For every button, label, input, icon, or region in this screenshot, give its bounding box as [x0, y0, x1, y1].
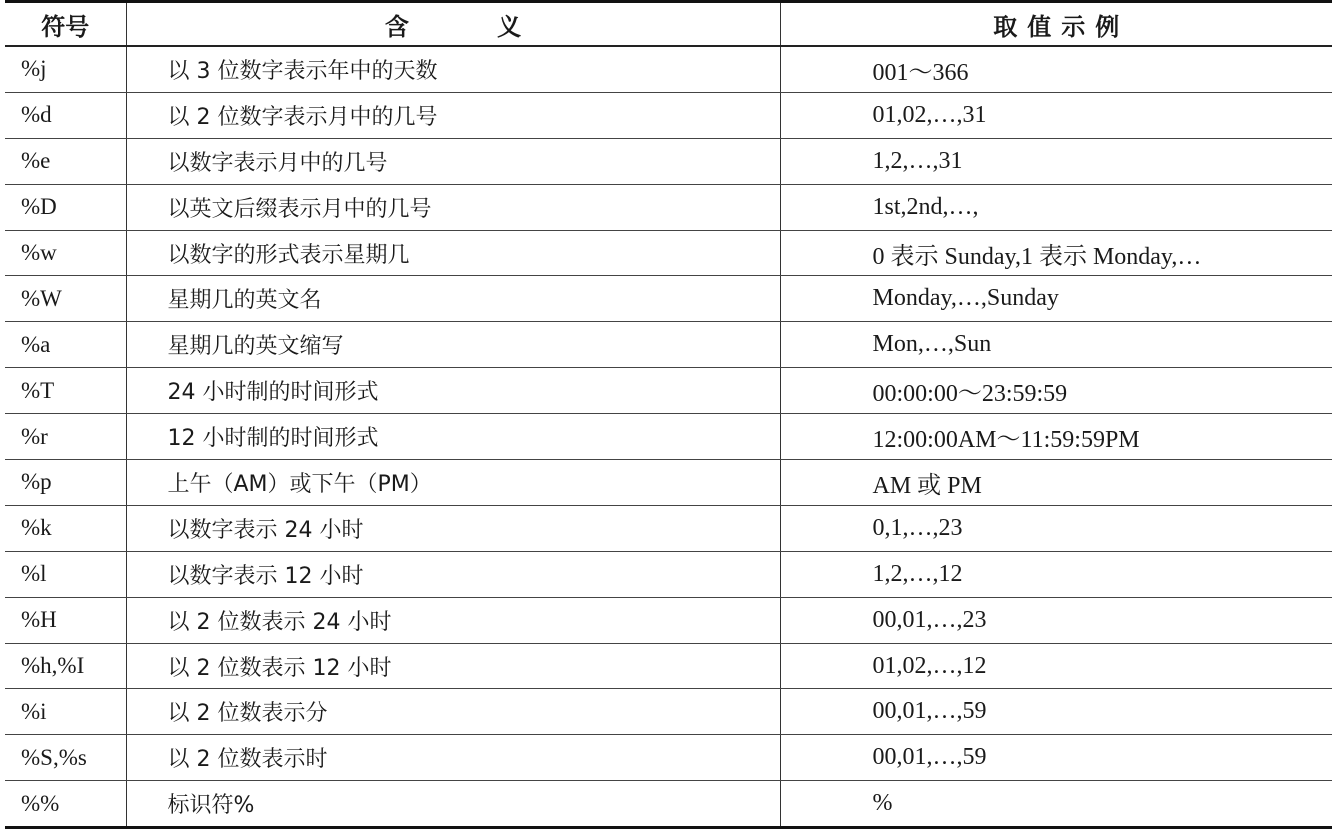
cell-meaning: 以 2 位数字表示月中的几号 — [126, 92, 780, 138]
table-row — [5, 92, 1332, 138]
cell-example: 1,2,…,12 — [780, 551, 1332, 597]
table-row — [5, 643, 1332, 689]
table-row — [5, 138, 1332, 184]
cell-example: 00,01,…,23 — [780, 597, 1332, 643]
cell-symbol: %d — [5, 92, 126, 138]
cell-example: 01,02,…,31 — [780, 92, 1332, 138]
cell-example: 001～366 — [780, 46, 1332, 92]
table-row — [5, 184, 1332, 230]
cell-symbol: %l — [5, 551, 126, 597]
cell-example: 1st,2nd,…, — [780, 184, 1332, 230]
table-row — [5, 505, 1332, 551]
table-row — [5, 322, 1332, 368]
cell-meaning: 以数字表示月中的几号 — [126, 138, 780, 184]
table-row — [5, 551, 1332, 597]
table-row — [5, 276, 1332, 322]
cell-symbol: %T — [5, 368, 126, 414]
cell-example: 00,01,…,59 — [780, 689, 1332, 735]
table-row — [5, 460, 1332, 506]
header-meaning: 含 义 — [126, 2, 780, 47]
cell-symbol: %h,%I — [5, 643, 126, 689]
cell-symbol: %i — [5, 689, 126, 735]
cell-symbol: %% — [21, 790, 60, 816]
cell-example: 00:00:00～23:59:59 — [780, 368, 1332, 414]
table-body — [5, 46, 1332, 828]
cell-example: 0,1,…,23 — [780, 505, 1332, 551]
header-symbol: 符号 — [5, 2, 126, 47]
cell-symbol: %w — [5, 230, 126, 276]
table-row — [5, 689, 1332, 735]
table-row — [5, 414, 1332, 460]
cell-example: 0 表示 Sunday,1 表示 Monday,… — [780, 230, 1332, 276]
cell-meaning: 以 2 位数表示 12 小时 — [126, 643, 780, 689]
format-specifier-table — [5, 0, 1332, 829]
table-row — [5, 368, 1332, 414]
cell-meaning: 以 2 位数表示 24 小时 — [126, 597, 780, 643]
cell-example: % — [780, 781, 1332, 828]
table-header-row — [5, 2, 1332, 47]
cell-symbol: %W — [5, 276, 126, 322]
table-row — [5, 735, 1332, 781]
cell-example: 01,02,…,12 — [780, 643, 1332, 689]
cell-symbol: %H — [5, 597, 126, 643]
cell-symbol: %j — [5, 46, 126, 92]
cell-symbol: %r — [5, 414, 126, 460]
cell-meaning: 24 小时制的时间形式 — [126, 368, 780, 414]
cell-meaning: 以数字的形式表示星期几 — [126, 230, 780, 276]
cell-example: Mon,…,Sun — [780, 322, 1332, 368]
table-row — [5, 46, 1332, 92]
table-row — [5, 597, 1332, 643]
cell-symbol: %p — [5, 460, 126, 506]
cell-example: 1,2,…,31 — [780, 138, 1332, 184]
format-specifier-table-container — [5, 0, 1332, 829]
cell-example: 00,01,…,59 — [780, 735, 1332, 781]
cell-example: 12:00:00AM～11:59:59PM — [780, 414, 1332, 460]
table-row — [5, 781, 1332, 828]
cell-meaning: 标识符% — [126, 781, 780, 828]
cell-meaning: 以英文后缀表示月中的几号 — [126, 184, 780, 230]
cell-symbol: %a — [5, 322, 126, 368]
cell-meaning: 星期几的英文名 — [126, 276, 780, 322]
cell-symbol: %S,%s — [5, 735, 126, 781]
cell-meaning: 星期几的英文缩写 — [126, 322, 780, 368]
header-example: 取值示例 — [780, 2, 1332, 47]
cell-example: AM 或 PM — [780, 460, 1332, 506]
cell-symbol: %e — [5, 138, 126, 184]
cell-meaning: 以 3 位数字表示年中的天数 — [126, 46, 780, 92]
cell-symbol: %D — [5, 184, 126, 230]
cell-meaning: 以数字表示 24 小时 — [126, 505, 780, 551]
cell-meaning: 12 小时制的时间形式 — [126, 414, 780, 460]
cell-meaning: 上午（AM）或下午（PM） — [126, 460, 780, 506]
cell-meaning: 以 2 位数表示分 — [126, 689, 780, 735]
table-row — [5, 230, 1332, 276]
cell-meaning: 以 2 位数表示时 — [126, 735, 780, 781]
cell-meaning: 以数字表示 12 小时 — [126, 551, 780, 597]
cell-example: Monday,…,Sunday — [780, 276, 1332, 322]
cell-symbol: %k — [5, 505, 126, 551]
